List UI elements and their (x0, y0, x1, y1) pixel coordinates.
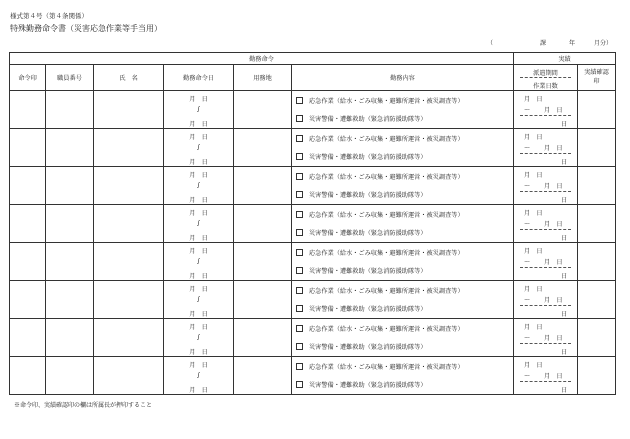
duty-option-rescue[interactable]: 災害警備・遭難救助（緊急消防援助隊等） (292, 224, 513, 242)
name-cell[interactable] (94, 91, 164, 129)
dispatch-end: 月 日 (544, 221, 563, 228)
work-days-unit: 日 (561, 235, 568, 242)
staff-number-cell[interactable] (46, 129, 94, 167)
order-seal-cell[interactable] (10, 243, 46, 281)
staff-number-cell[interactable] (46, 205, 94, 243)
order-date-cell[interactable] (164, 281, 234, 319)
table-row (10, 319, 616, 357)
name-cell[interactable] (94, 129, 164, 167)
duty-option-rescue[interactable]: 災害警備・遭難救助（緊急消防援助隊等） (292, 376, 513, 394)
date-start-line: 月 日 (189, 172, 208, 179)
footnote: ※命令印、実績確認印の欄は所属長が押印すること (14, 402, 153, 409)
duty-option-rescue[interactable]: 災害警備・遭難救助（緊急消防援助隊等） (292, 148, 513, 166)
checkbox-icon[interactable] (296, 325, 303, 332)
dispatch-period-cell[interactable] (514, 357, 578, 395)
order-seal-cell[interactable] (10, 319, 46, 357)
duty-content-header: 勤務内容 (292, 65, 514, 91)
date-range-mark: ∫ (196, 296, 201, 303)
duty-content-cell (292, 205, 514, 243)
checkbox-icon[interactable] (296, 229, 303, 236)
work-days-unit: 日 (561, 121, 568, 128)
order-date-cell[interactable] (164, 205, 234, 243)
order-seal-header: 命令印 (10, 65, 46, 91)
dispatch-period-cell[interactable] (514, 129, 578, 167)
duty-option-rescue[interactable]: 災害警備・遭難救助（緊急消防援助隊等） (292, 338, 513, 356)
dispatch-end: 月 日 (544, 335, 563, 342)
dispatch-header (514, 65, 578, 91)
dispatch-end: 月 日 (544, 373, 563, 380)
place-cell[interactable] (234, 281, 292, 319)
period-month: 月分） (594, 40, 613, 47)
period-year: 年 (569, 40, 576, 47)
duty-option-emergency[interactable]: 応急作業（給水・ごみ収集・避難所運営・被災調査等） (292, 92, 513, 110)
checkbox-icon[interactable] (296, 249, 303, 256)
table-row (10, 129, 616, 167)
duty-content-cell (292, 281, 514, 319)
duty-option-emergency[interactable]: 応急作業（給水・ごみ収集・避難所運営・被災調査等） (292, 282, 513, 300)
work-days-unit: 日 (561, 273, 568, 280)
dispatch-end: 月 日 (544, 259, 563, 266)
duty-option-emergency[interactable]: 応急作業（給水・ごみ収集・避難所運営・被災調査等） (292, 206, 513, 224)
period-dept: 課 (540, 40, 547, 47)
place-cell[interactable] (234, 243, 292, 281)
checkbox-icon[interactable] (296, 115, 303, 122)
result-seal-cell[interactable] (578, 319, 616, 357)
date-start-line: 月 日 (189, 324, 208, 331)
name-cell[interactable] (94, 281, 164, 319)
dispatch-start: 月 日 (524, 96, 543, 103)
duty-content-cell (292, 129, 514, 167)
date-start-line: 月 日 (189, 210, 208, 217)
duty-option-emergency[interactable]: 応急作業（給水・ごみ収集・避難所運営・被災調査等） (292, 244, 513, 262)
date-end-line: 月 日 (189, 273, 208, 280)
staff-number-cell[interactable] (46, 319, 94, 357)
result-seal-cell[interactable] (578, 243, 616, 281)
form-number: 様式第４号（第４条関係） (10, 12, 88, 20)
dispatch-period-cell[interactable] (514, 205, 578, 243)
duty-option-rescue[interactable]: 災害警備・遭難救助（緊急消防援助隊等） (292, 300, 513, 318)
dispatch-tilde: ～ (524, 107, 531, 114)
date-range-mark: ∫ (196, 182, 201, 189)
date-range-mark: ∫ (196, 220, 201, 227)
order-date-cell[interactable] (164, 91, 234, 129)
order-date-cell[interactable] (164, 167, 234, 205)
dispatch-tilde: ～ (524, 297, 531, 304)
date-start-line: 月 日 (189, 286, 208, 293)
result-seal-header: 実績確認印 (578, 65, 616, 91)
result-seal-cell[interactable] (578, 205, 616, 243)
order-seal-cell[interactable] (10, 129, 46, 167)
work-days-unit: 日 (561, 159, 568, 166)
duty-content-cell (292, 91, 514, 129)
work-days-unit: 日 (561, 387, 568, 394)
date-end-line: 月 日 (189, 387, 208, 394)
table-row (10, 357, 616, 395)
date-range-mark: ∫ (196, 144, 201, 151)
order-date-header: 勤務命令日 (164, 65, 234, 91)
order-seal-cell[interactable] (10, 357, 46, 395)
duty-option-rescue[interactable]: 災害警備・遭難救助（緊急消防援助隊等） (292, 186, 513, 204)
duty-option-rescue[interactable]: 災害警備・遭難救助（緊急消防援助隊等） (292, 262, 513, 280)
work-days-label: 作業日数 (533, 83, 558, 90)
date-end-line: 月 日 (189, 235, 208, 242)
table-row (10, 91, 616, 129)
checkbox-icon[interactable] (296, 343, 303, 350)
date-start-line: 月 日 (189, 362, 208, 369)
dispatch-start: 月 日 (524, 210, 543, 217)
staff-number-cell[interactable] (46, 357, 94, 395)
checkbox-icon[interactable] (296, 135, 303, 142)
duty-option-emergency[interactable]: 応急作業（給水・ごみ収集・避難所運営・被災調査等） (292, 320, 513, 338)
place-cell[interactable] (234, 205, 292, 243)
date-range-mark: ∫ (196, 106, 201, 113)
work-days-unit: 日 (561, 197, 568, 204)
order-date-cell[interactable] (164, 357, 234, 395)
date-end-line: 月 日 (189, 311, 208, 318)
dispatch-tilde: ～ (524, 145, 531, 152)
place-cell[interactable] (234, 91, 292, 129)
date-end-line: 月 日 (189, 121, 208, 128)
duty-option-emergency[interactable]: 応急作業（給水・ごみ収集・避難所運営・被災調査等） (292, 168, 513, 186)
place-cell[interactable] (234, 167, 292, 205)
duty-content-cell (292, 243, 514, 281)
staff-number-cell[interactable] (46, 281, 94, 319)
checkbox-icon[interactable] (296, 267, 303, 274)
table-row (10, 243, 616, 281)
name-cell[interactable] (94, 205, 164, 243)
name-cell[interactable] (94, 357, 164, 395)
staff-number-header: 職員番号 (46, 65, 94, 91)
result-seal-cell[interactable] (578, 129, 616, 167)
duty-content-cell (292, 357, 514, 395)
order-seal-cell[interactable] (10, 281, 46, 319)
dispatch-end: 月 日 (544, 297, 563, 304)
name-cell[interactable] (94, 243, 164, 281)
form-title: 特殊勤務命令書（災害応急作業等手当用） (10, 24, 162, 33)
checkbox-icon[interactable] (296, 381, 303, 388)
dispatch-tilde: ～ (524, 335, 531, 342)
date-range-mark: ∫ (196, 334, 201, 341)
date-range-mark: ∫ (196, 258, 201, 265)
table-row (10, 281, 616, 319)
dispatch-period-cell[interactable] (514, 167, 578, 205)
duty-order-group-header: 勤務命令 (10, 53, 514, 65)
result-seal-cell[interactable] (578, 167, 616, 205)
date-end-line: 月 日 (189, 197, 208, 204)
name-header: 氏 名 (94, 65, 164, 91)
place-cell[interactable] (234, 357, 292, 395)
duty-order-table (9, 52, 616, 395)
staff-number-cell[interactable] (46, 91, 94, 129)
duty-option-emergency[interactable]: 応急作業（給水・ごみ収集・避難所運営・被災調査等） (292, 358, 513, 376)
duty-option-rescue[interactable]: 災害警備・遭難救助（緊急消防援助隊等） (292, 110, 513, 128)
results-group-header: 実績 (514, 53, 616, 65)
result-seal-cell[interactable] (578, 357, 616, 395)
checkbox-icon[interactable] (296, 173, 303, 180)
date-range-mark: ∫ (196, 372, 201, 379)
name-cell[interactable] (94, 319, 164, 357)
order-date-cell[interactable] (164, 129, 234, 167)
date-start-line: 月 日 (189, 96, 208, 103)
result-seal-cell[interactable] (578, 91, 616, 129)
work-days-unit: 日 (561, 349, 568, 356)
dispatch-period-cell[interactable] (514, 281, 578, 319)
dispatch-start: 月 日 (524, 362, 543, 369)
checkbox-icon[interactable] (296, 305, 303, 312)
dispatch-tilde: ～ (524, 221, 531, 228)
dispatch-period-cell[interactable] (514, 243, 578, 281)
duty-option-emergency[interactable]: 応急作業（給水・ごみ収集・避難所運営・被災調査等） (292, 130, 513, 148)
dispatch-tilde: ～ (524, 373, 531, 380)
duty-content-cell (292, 319, 514, 357)
checkbox-icon[interactable] (296, 97, 303, 104)
place-cell[interactable] (234, 319, 292, 357)
checkbox-icon[interactable] (296, 153, 303, 160)
result-seal-cell[interactable] (578, 281, 616, 319)
dispatch-period-cell[interactable] (514, 319, 578, 357)
dispatch-period-cell[interactable] (514, 91, 578, 129)
work-days-unit: 日 (561, 311, 568, 318)
order-seal-cell[interactable] (10, 167, 46, 205)
date-start-line: 月 日 (189, 248, 208, 255)
staff-number-cell[interactable] (46, 243, 94, 281)
place-cell[interactable] (234, 129, 292, 167)
period-open-paren: （ (487, 40, 494, 47)
duty-content-cell (292, 167, 514, 205)
date-end-line: 月 日 (189, 159, 208, 166)
checkbox-icon[interactable] (296, 211, 303, 218)
order-seal-cell[interactable] (10, 91, 46, 129)
dispatch-start: 月 日 (524, 134, 543, 141)
dispatch-end: 月 日 (544, 107, 563, 114)
dispatch-start: 月 日 (524, 324, 543, 331)
dispatch-end: 月 日 (544, 183, 563, 190)
date-start-line: 月 日 (189, 134, 208, 141)
dispatch-start: 月 日 (524, 248, 543, 255)
checkbox-icon[interactable] (296, 191, 303, 198)
date-end-line: 月 日 (189, 349, 208, 356)
order-date-cell[interactable] (164, 319, 234, 357)
checkbox-icon[interactable] (296, 287, 303, 294)
order-date-cell[interactable] (164, 243, 234, 281)
dispatch-tilde: ～ (524, 259, 531, 266)
dispatch-end: 月 日 (544, 145, 563, 152)
dispatch-start: 月 日 (524, 172, 543, 179)
table-row (10, 205, 616, 243)
table-row (10, 167, 616, 205)
place-header: 用務地 (234, 65, 292, 91)
name-cell[interactable] (94, 167, 164, 205)
dispatch-start: 月 日 (524, 286, 543, 293)
staff-number-cell[interactable] (46, 167, 94, 205)
checkbox-icon[interactable] (296, 363, 303, 370)
dispatch-tilde: ～ (524, 183, 531, 190)
evac-period-label: 派遣期間 (533, 70, 558, 77)
order-seal-cell[interactable] (10, 205, 46, 243)
